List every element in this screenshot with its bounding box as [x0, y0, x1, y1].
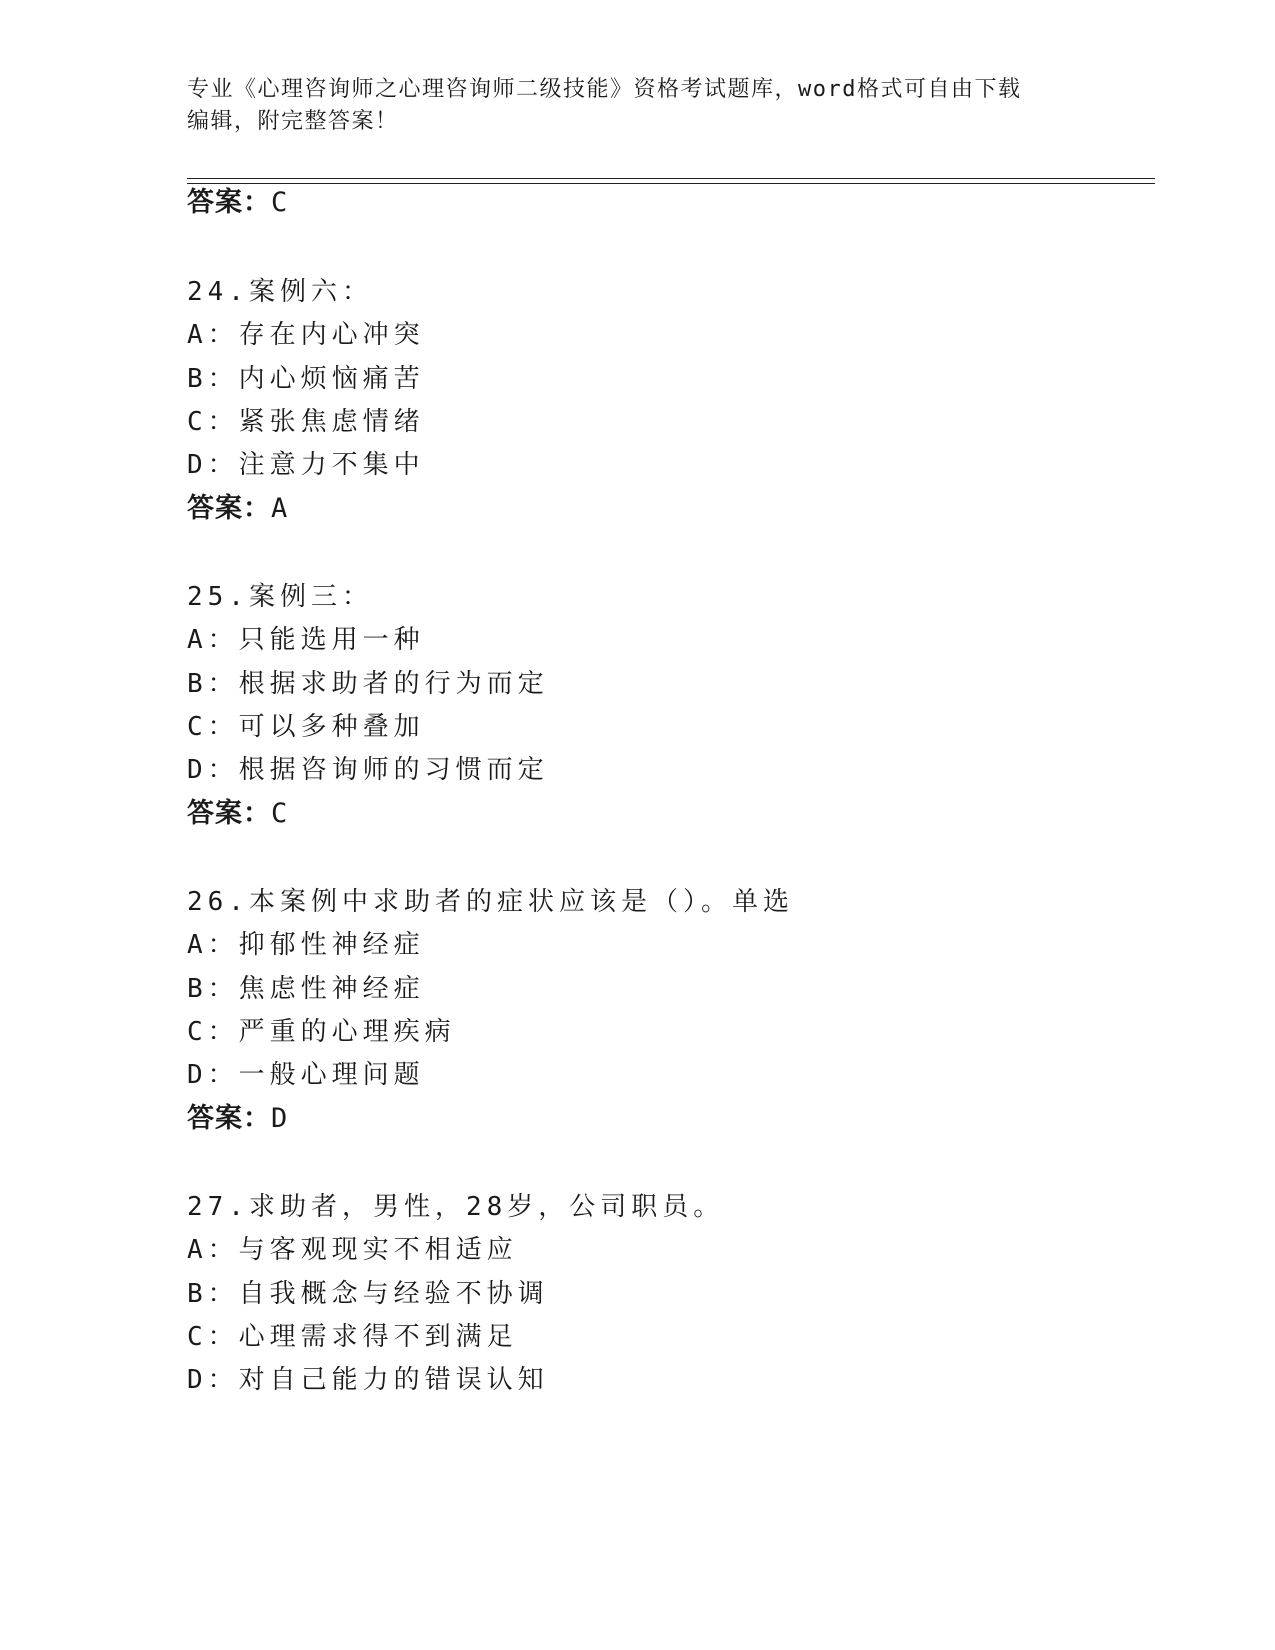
header-divider-top: [187, 178, 1155, 179]
option-c: C：紧张焦虑情绪: [187, 407, 425, 437]
answer-value: A: [271, 493, 289, 524]
option-b: B：焦虑性神经症: [187, 974, 425, 1004]
answer-label: 答案：: [187, 1103, 271, 1134]
question-stem: 25.案例三：: [187, 582, 373, 612]
option-c: C：心理需求得不到满足: [187, 1322, 518, 1352]
answer-line: [187, 492, 288, 526]
answer-line: [187, 797, 288, 831]
answer-line: [187, 186, 288, 220]
question-stem: 26.本案例中求助者的症状应该是（）。单选: [187, 887, 794, 917]
header-line-2: 编辑，附完整答案！: [187, 109, 399, 134]
answer-label: 答案：: [187, 493, 271, 524]
option-b: B：自我概念与经验不协调: [187, 1279, 549, 1309]
question-stem: 24.案例六：: [187, 277, 373, 307]
answer-value: C: [271, 187, 289, 218]
option-c: C：严重的心理疾病: [187, 1017, 456, 1047]
answer-value: C: [271, 798, 289, 829]
option-a: A：只能选用一种: [187, 625, 425, 655]
option-c: C：可以多种叠加: [187, 712, 425, 742]
header-divider-bottom: [187, 183, 1155, 184]
option-a: A：与客观现实不相适应: [187, 1235, 518, 1265]
answer-value: D: [271, 1103, 289, 1134]
option-d: D：注意力不集中: [187, 450, 425, 480]
answer-line: [187, 1102, 288, 1136]
option-a: A：抑郁性神经症: [187, 930, 425, 960]
header-line-1: 专业《心理咨询师之心理咨询师二级技能》资格考试题库，word格式可自由下载: [187, 77, 1022, 102]
option-d: D：根据咨询师的习惯而定: [187, 755, 549, 785]
option-a: A：存在内心冲突: [187, 320, 425, 350]
option-d: D：对自己能力的错误认知: [187, 1365, 549, 1395]
question-stem: 27.求助者，男性，28岁，公司职员。: [187, 1192, 725, 1222]
document-header: [187, 74, 1087, 138]
answer-label: 答案：: [187, 187, 271, 218]
option-d: D：一般心理问题: [187, 1060, 425, 1090]
option-b: B：内心烦恼痛苦: [187, 364, 425, 394]
option-b: B：根据求助者的行为而定: [187, 669, 549, 699]
answer-label: 答案：: [187, 798, 271, 829]
